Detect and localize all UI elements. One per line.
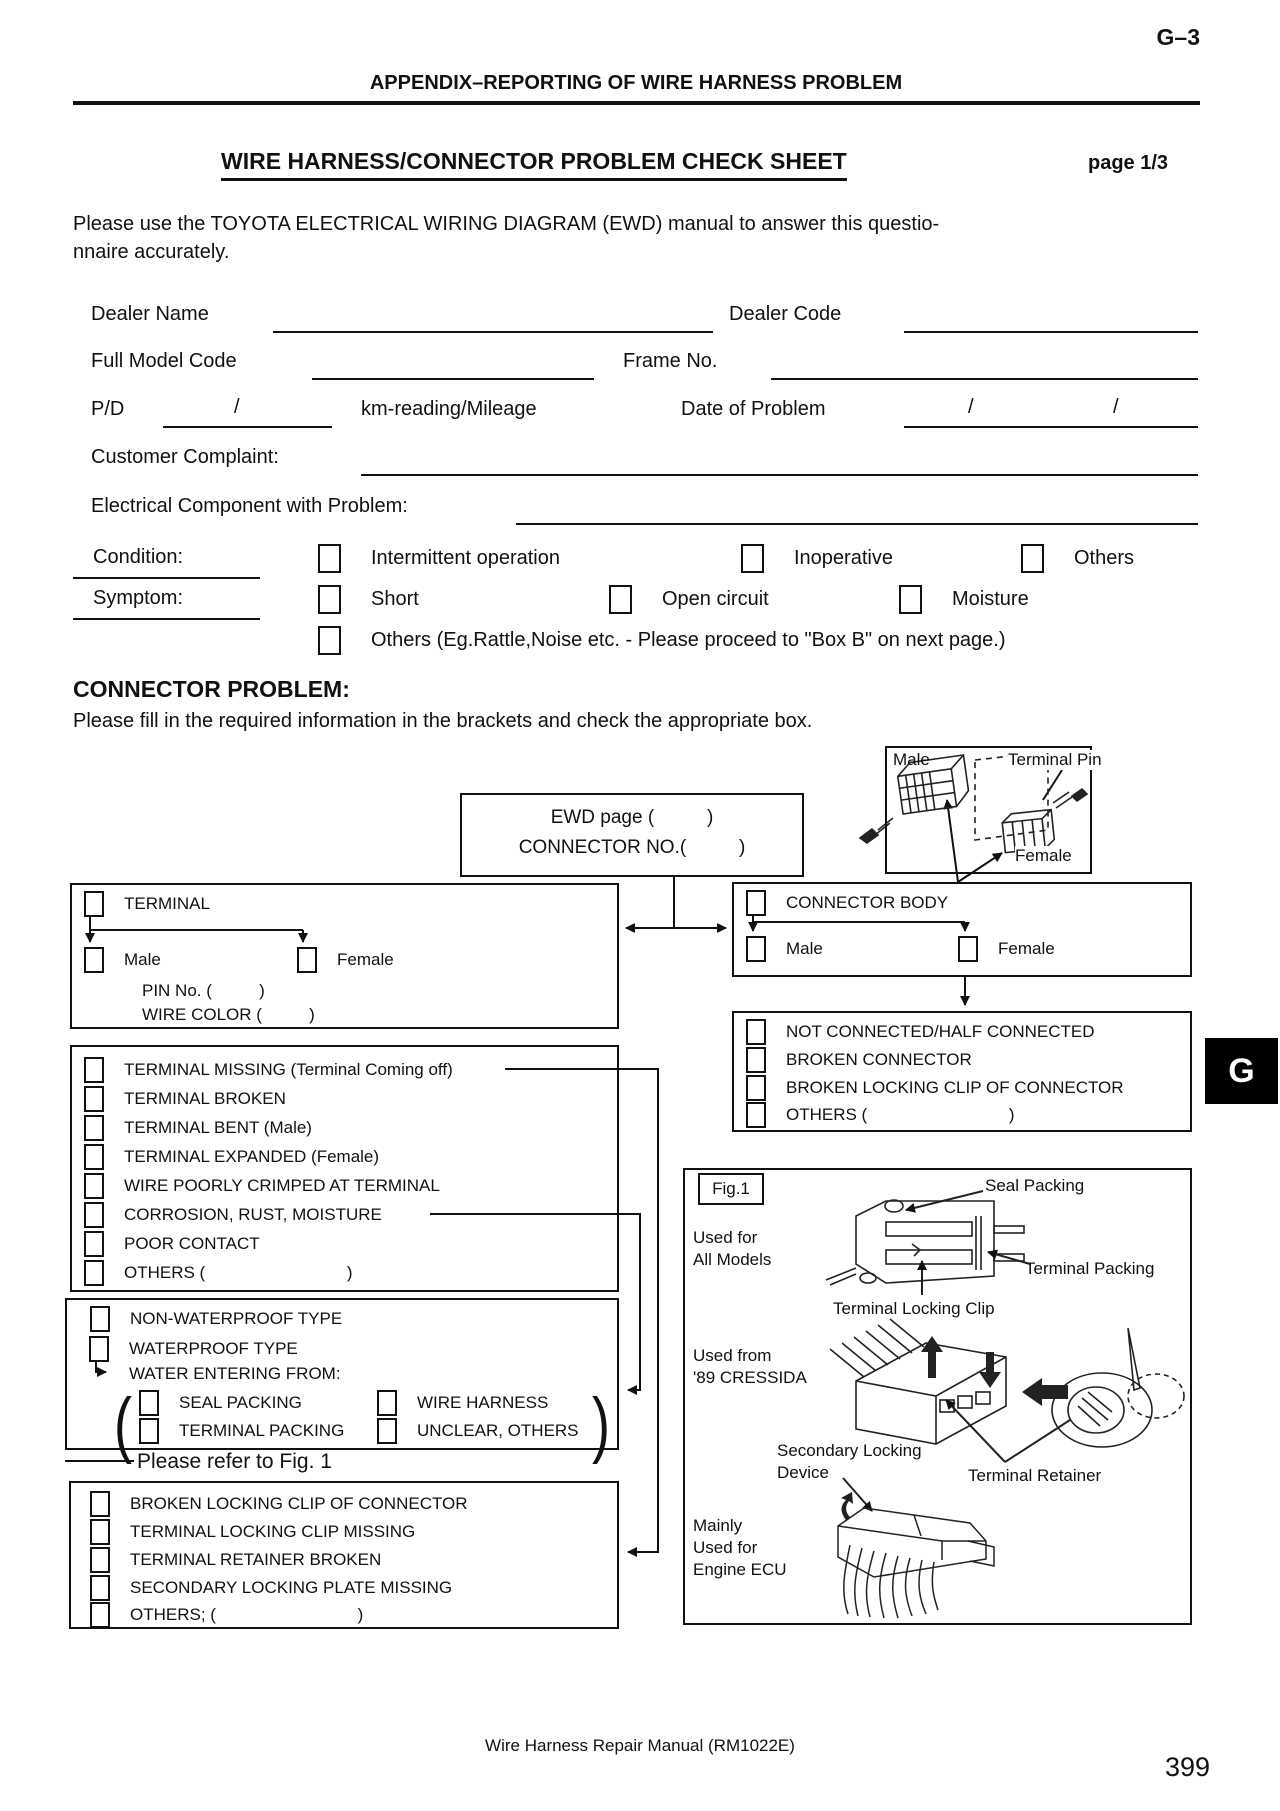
broken-locking-clip-row bbox=[746, 1075, 1124, 1101]
checkbox-non-waterproof[interactable] bbox=[90, 1306, 110, 1332]
secondary-locking-line2: Device bbox=[777, 1463, 829, 1482]
ewd-connector-line bbox=[626, 875, 726, 928]
checkbox-locking-others[interactable] bbox=[90, 1602, 110, 1628]
symptom-option-open-circuit bbox=[609, 584, 769, 614]
checkbox-wire-poorly-crimped[interactable] bbox=[84, 1173, 104, 1199]
fig1-label: Fig.1 bbox=[712, 1179, 750, 1198]
secondary-locking-plate-row bbox=[90, 1575, 452, 1601]
poor-contact-row bbox=[84, 1231, 260, 1257]
checkbox-terminal[interactable] bbox=[84, 891, 104, 917]
ewd-page-field[interactable]: EWD page ( ) bbox=[550, 807, 714, 828]
electrical-component-label: Electrical Component with Problem: bbox=[91, 495, 408, 517]
poor-contact-label: POOR CONTACT bbox=[124, 1234, 260, 1253]
used-for-line2: All Models bbox=[693, 1250, 772, 1269]
page-corner-tag: G–3 bbox=[1156, 24, 1200, 50]
checkbox-waterproof[interactable] bbox=[89, 1336, 109, 1362]
intro-line-1: Please use the TOYOTA ELECTRICAL WIRING DIAGRAM (EWD) manual to answer this questio- bbox=[73, 213, 940, 235]
condition-option-others bbox=[1021, 543, 1134, 573]
appendix-header: APPENDIX–REPORTING OF WIRE HARNESS PROBLEM bbox=[369, 72, 903, 94]
pd-label: P/D bbox=[91, 398, 125, 420]
seal-packing-label: SEAL PACKING bbox=[179, 1393, 302, 1412]
condition-option-inoperative bbox=[741, 543, 893, 573]
secondary-locking-line1: Secondary Locking bbox=[777, 1441, 922, 1460]
terminal-expanded-label: TERMINAL EXPANDED (Female) bbox=[124, 1147, 380, 1166]
dealer-name-label: Dealer Name bbox=[91, 303, 209, 325]
checkbox-locking-broken-clip[interactable] bbox=[90, 1491, 110, 1517]
locking-damage-box bbox=[69, 1481, 619, 1629]
condition-underline bbox=[73, 577, 260, 579]
dealer-code-label: Dealer Code bbox=[729, 303, 842, 325]
unclear-others-label: UNCLEAR, OTHERS bbox=[417, 1421, 579, 1440]
retainer-broken-row bbox=[90, 1547, 381, 1573]
footer-manual-title: Wire Harness Repair Manual (RM1022E) bbox=[485, 1736, 795, 1755]
connector-damage-others-row bbox=[746, 1102, 1015, 1128]
locking-clip-missing-label: TERMINAL LOCKING CLIP MISSING bbox=[130, 1522, 416, 1541]
checkbox-short[interactable] bbox=[318, 585, 341, 614]
connector-body-male-row bbox=[746, 936, 823, 962]
illustration-male-label: Male bbox=[893, 750, 930, 769]
section-tab-g: G bbox=[1205, 1038, 1278, 1104]
not-connected-label: NOT CONNECTED/HALF CONNECTED bbox=[786, 1022, 1095, 1041]
inoperative-label: Inoperative bbox=[794, 546, 893, 569]
terminal-locking-clip-callout: Terminal Locking Clip bbox=[833, 1299, 995, 1318]
secondary-locking-plate-label: SECONDARY LOCKING PLATE MISSING bbox=[130, 1578, 453, 1597]
checkbox-inoperative[interactable] bbox=[741, 544, 764, 573]
symptom-option-moisture bbox=[899, 584, 1029, 614]
checkbox-terminal-retainer-broken[interactable] bbox=[90, 1547, 110, 1573]
checkbox-connector-body-male[interactable] bbox=[746, 936, 766, 962]
terminal-male-row bbox=[84, 947, 161, 973]
checkbox-moisture[interactable] bbox=[899, 585, 922, 614]
terminal-row bbox=[84, 891, 210, 917]
terminal-damage-others-row bbox=[84, 1260, 353, 1286]
intermittent-operation-label: Intermittent operation bbox=[371, 546, 560, 569]
checkbox-symptom-others[interactable] bbox=[318, 626, 341, 655]
checkbox-terminal-male[interactable] bbox=[84, 947, 104, 973]
checkbox-connector-body-female[interactable] bbox=[958, 936, 978, 962]
terminal-broken-row bbox=[84, 1086, 286, 1112]
broken-locking-clip-label: BROKEN LOCKING CLIP OF CONNECTOR bbox=[786, 1078, 1124, 1097]
condition-label: Condition: bbox=[93, 546, 184, 568]
symptom-option-others bbox=[318, 625, 1006, 655]
date-slash-1: / bbox=[968, 396, 974, 418]
connector-body-female-label: Female bbox=[998, 939, 1055, 958]
condition-option-intermittent bbox=[318, 543, 560, 573]
terminal-female-row bbox=[297, 947, 394, 973]
date-of-problem-blank[interactable] bbox=[904, 426, 1198, 428]
sheet-title: WIRE HARNESS/CONNECTOR PROBLEM CHECK SHEET bbox=[221, 148, 847, 181]
checkbox-terminal-expanded[interactable] bbox=[84, 1144, 104, 1170]
checkbox-secondary-locking-plate[interactable] bbox=[90, 1575, 110, 1601]
mainly-line2: Used for bbox=[693, 1538, 758, 1557]
checkbox-connector-body[interactable] bbox=[746, 890, 766, 916]
full-model-code-label: Full Model Code bbox=[91, 350, 237, 372]
terminal-box bbox=[70, 883, 619, 1029]
terminal-retainer-callout: Terminal Retainer bbox=[968, 1466, 1102, 1485]
checkbox-poor-contact[interactable] bbox=[84, 1231, 104, 1257]
connector-body-box bbox=[732, 882, 1192, 977]
intro-line-2: nnaire accurately. bbox=[73, 241, 230, 263]
mainly-line3: Engine ECU bbox=[693, 1560, 787, 1579]
paren-open: ( bbox=[114, 1383, 132, 1465]
checkbox-broken-locking-clip[interactable] bbox=[746, 1075, 766, 1101]
broken-connector-label: BROKEN CONNECTOR bbox=[786, 1050, 972, 1069]
wire-harness-label: WIRE HARNESS bbox=[417, 1393, 549, 1412]
checkbox-connector-damage-others[interactable] bbox=[746, 1102, 766, 1128]
corrosion-row bbox=[84, 1202, 382, 1228]
terminal-bent-row bbox=[84, 1115, 312, 1141]
connector-body-label: CONNECTOR BODY bbox=[786, 893, 949, 912]
date-of-problem-label: Date of Problem bbox=[681, 398, 826, 420]
customer-complaint-label: Customer Complaint: bbox=[91, 446, 279, 468]
locking-broken-clip-row bbox=[90, 1491, 468, 1517]
frame-no-label: Frame No. bbox=[623, 350, 718, 372]
dealer-code-blank[interactable] bbox=[904, 331, 1198, 333]
pin-no-field[interactable]: PIN No. ( ) bbox=[142, 981, 265, 1000]
corrosion-label: CORROSION, RUST, MOISTURE bbox=[124, 1205, 382, 1224]
mainly-line1: Mainly bbox=[693, 1516, 743, 1535]
pd-slash: / bbox=[234, 396, 240, 418]
used-from-line1: Used from bbox=[693, 1346, 772, 1365]
fig1-box bbox=[683, 1168, 1192, 1625]
connector-problem-instruction: Please fill in the required information in the brackets and check the appropriate box. bbox=[73, 710, 813, 732]
electrical-component-blank[interactable] bbox=[516, 523, 1198, 525]
checkbox-intermittent-operation[interactable] bbox=[318, 544, 341, 573]
wire-color-field[interactable]: WIRE COLOR ( ) bbox=[142, 1005, 315, 1024]
waterproof-row bbox=[89, 1336, 298, 1362]
locking-others-row bbox=[90, 1602, 363, 1628]
date-slash-2: / bbox=[1113, 396, 1119, 418]
non-waterproof-label: NON-WATERPROOF TYPE bbox=[130, 1309, 343, 1328]
checkbox-terminal-packing[interactable] bbox=[139, 1418, 159, 1444]
connector-body-row bbox=[746, 890, 948, 916]
wire-poorly-crimped-label: WIRE POORLY CRIMPED AT TERMINAL bbox=[124, 1176, 440, 1195]
terminal-damage-box bbox=[70, 1045, 619, 1292]
terminal-broken-label: TERMINAL BROKEN bbox=[124, 1089, 286, 1108]
terminal-expanded-row bbox=[84, 1144, 379, 1170]
illustration-terminal-pin-label: Terminal Pin bbox=[1008, 750, 1102, 769]
wire-poorly-crimped-row bbox=[84, 1173, 440, 1199]
checkbox-unclear-others[interactable] bbox=[377, 1418, 397, 1444]
checkbox-broken-connector[interactable] bbox=[746, 1047, 766, 1073]
open-circuit-label: Open circuit bbox=[662, 587, 769, 610]
seal-packing-callout: Seal Packing bbox=[985, 1176, 1085, 1195]
terminal-packing-label: TERMINAL PACKING bbox=[179, 1421, 345, 1440]
customer-complaint-blank[interactable] bbox=[361, 474, 1198, 476]
checkbox-not-connected[interactable] bbox=[746, 1019, 766, 1045]
terminal-female-label: Female bbox=[337, 950, 394, 969]
waterproof-label: WATERPROOF TYPE bbox=[129, 1339, 298, 1358]
pd-blank[interactable] bbox=[163, 426, 332, 428]
connector-no-field[interactable]: CONNECTOR NO.( ) bbox=[518, 837, 746, 858]
checkbox-terminal-missing[interactable] bbox=[84, 1057, 104, 1083]
page-number: 399 bbox=[1164, 1752, 1210, 1782]
checkbox-terminal-damage-others[interactable] bbox=[84, 1260, 104, 1286]
connector-problem-heading: CONNECTOR PROBLEM: bbox=[73, 676, 350, 702]
symptom-label: Symptom: bbox=[93, 587, 184, 609]
symptom-underline bbox=[73, 618, 260, 620]
short-label: Short bbox=[371, 587, 419, 610]
intro-paragraph bbox=[73, 210, 1173, 266]
locking-broken-clip-label: BROKEN LOCKING CLIP OF CONNECTOR bbox=[130, 1494, 468, 1513]
broken-connector-row bbox=[746, 1047, 972, 1073]
checkbox-terminal-broken[interactable] bbox=[84, 1086, 104, 1112]
dealer-name-blank[interactable] bbox=[273, 331, 713, 333]
fig-reference-note: Please refer to Fig. 1 bbox=[137, 1450, 332, 1473]
illustration-female-label: Female bbox=[1015, 846, 1072, 865]
locking-others-field[interactable]: OTHERS; ( ) bbox=[130, 1605, 364, 1624]
km-reading-label: km-reading/Mileage bbox=[361, 398, 537, 420]
connector-damage-box bbox=[732, 1011, 1192, 1132]
connector-body-male-label: Male bbox=[786, 939, 823, 958]
terminal-damage-others-field[interactable]: OTHERS ( ) bbox=[124, 1263, 353, 1282]
checkbox-corrosion[interactable] bbox=[84, 1202, 104, 1228]
terminal-label: TERMINAL bbox=[124, 894, 210, 913]
moisture-label: Moisture bbox=[952, 587, 1029, 610]
frame-no-blank[interactable] bbox=[771, 378, 1198, 380]
checkbox-terminal-locking-clip-missing[interactable] bbox=[90, 1519, 110, 1545]
terminal-packing-callout: Terminal Packing bbox=[1025, 1259, 1155, 1278]
terminal-packing-row bbox=[139, 1418, 344, 1444]
checkbox-wire-harness[interactable] bbox=[377, 1390, 397, 1416]
fig1-label-box bbox=[698, 1173, 764, 1205]
seal-packing-row bbox=[139, 1390, 302, 1416]
page-indicator: page 1/3 bbox=[1088, 152, 1169, 174]
connector-body-female-row bbox=[958, 936, 1055, 962]
locking-clip-missing-row bbox=[90, 1519, 415, 1545]
terminal-missing-row bbox=[84, 1057, 453, 1083]
terminal-male-label: Male bbox=[124, 950, 161, 969]
checkbox-terminal-bent[interactable] bbox=[84, 1115, 104, 1141]
terminal-bent-label: TERMINAL BENT (Male) bbox=[124, 1118, 312, 1137]
used-from-line2: '89 CRESSIDA bbox=[693, 1368, 807, 1387]
checkbox-seal-packing[interactable] bbox=[139, 1390, 159, 1416]
symptom-others-label: Others (Eg.Rattle,Noise etc. - Please proceed to "Box B" on next page.) bbox=[371, 628, 1006, 651]
checkbox-terminal-female[interactable] bbox=[297, 947, 317, 973]
water-entering-label: WATER ENTERING FROM: bbox=[129, 1364, 341, 1383]
paren-close: ) bbox=[592, 1383, 610, 1465]
unclear-others-row bbox=[377, 1418, 579, 1444]
used-for-line1: Used for bbox=[693, 1228, 758, 1247]
symptom-option-short bbox=[318, 584, 419, 614]
non-waterproof-row bbox=[90, 1306, 342, 1332]
checkbox-open-circuit[interactable] bbox=[609, 585, 632, 614]
wire-harness-row bbox=[377, 1390, 548, 1416]
condition-others-label: Others bbox=[1074, 546, 1135, 569]
not-connected-row bbox=[746, 1019, 1095, 1045]
retainer-broken-label: TERMINAL RETAINER BROKEN bbox=[130, 1550, 382, 1569]
terminal-missing-label: TERMINAL MISSING (Terminal Coming off) bbox=[124, 1060, 453, 1079]
ewd-page-box bbox=[460, 793, 804, 877]
header-rule bbox=[73, 101, 1200, 105]
full-model-code-blank[interactable] bbox=[312, 378, 594, 380]
connector-damage-others-field[interactable]: OTHERS ( ) bbox=[786, 1105, 1015, 1124]
checkbox-condition-others[interactable] bbox=[1021, 544, 1044, 573]
